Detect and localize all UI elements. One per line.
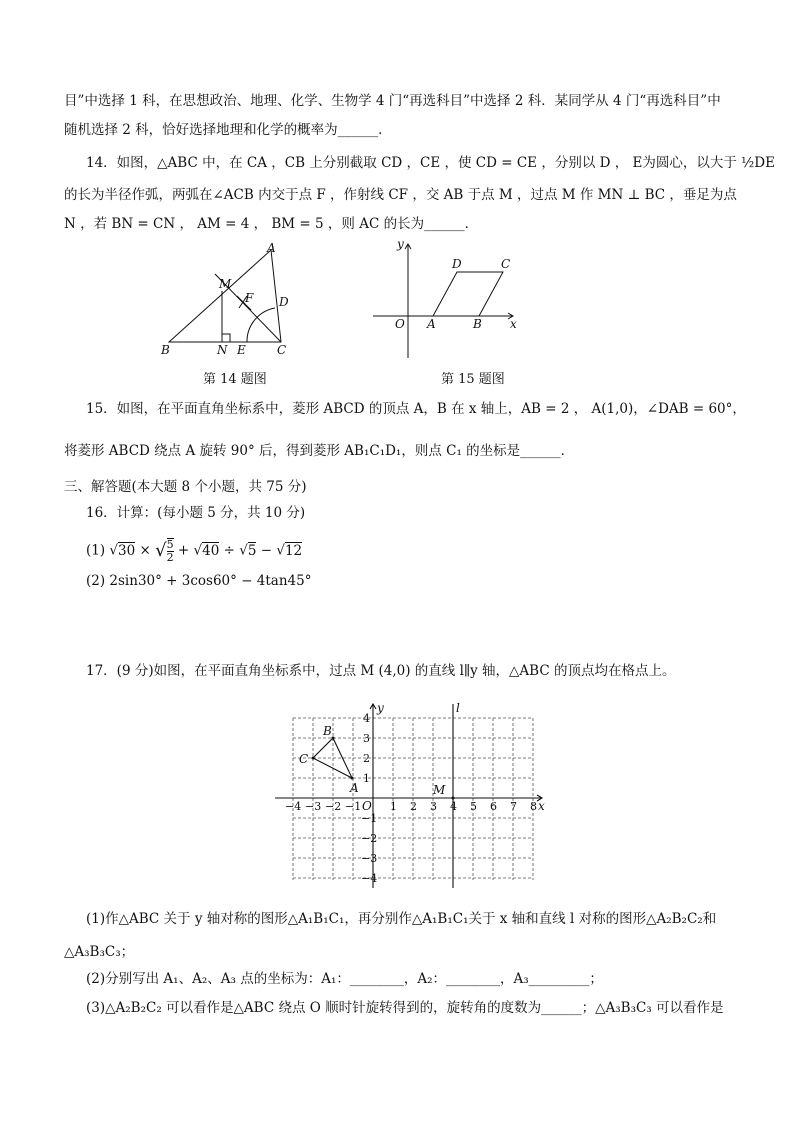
x-tick-label: 3 xyxy=(430,800,437,813)
q16-part1-label: (1) xyxy=(86,542,106,559)
label-a: A xyxy=(427,317,436,331)
q13-line1: 目”中选择 1 科，在思想政治、地理、化学、生物学 4 门“再选科目”中选择 2 科．某同学从 4 门“再选科目”中 xyxy=(64,93,721,109)
figure-15-caption: 第 15 题图 xyxy=(441,372,505,387)
triangle-abc xyxy=(169,250,281,342)
figure-15 xyxy=(365,238,535,363)
label-o: O xyxy=(362,799,372,813)
label-a: A xyxy=(267,241,276,255)
q16-part1: (1) √30 × √ $\frac{5}{2}$ + √40 ÷ √5 − √12 xyxy=(86,538,303,564)
q17-line1: 17．(9 分)如图，在平面直角坐标系中，过点 M (4,0) 的直线 l∥y 轴，△ABC 的顶点均在格点上。 xyxy=(86,663,676,679)
q17-part3: (3)△A₂B₂C₂ 可以看作是△ABC 绕点 O 顺时针旋转得到的，旋转角的度数为______；△A₃B₃C₃ 可以看作是 xyxy=(86,1000,724,1016)
label-c: C xyxy=(277,343,287,357)
label-a: A xyxy=(350,781,359,795)
fraction-numerator: 5 xyxy=(166,538,174,551)
x-tick-labels xyxy=(285,800,537,813)
x-tick-label: 4 xyxy=(450,800,457,813)
x-tick-label: 7 xyxy=(510,800,517,813)
label-b: B xyxy=(161,343,170,357)
label-o: O xyxy=(395,317,405,331)
right-angle-mark xyxy=(222,334,230,342)
times-sign: × xyxy=(139,542,151,559)
point-a xyxy=(351,777,354,780)
sqrt-40: √40 xyxy=(193,542,220,559)
y-tick-label: 3 xyxy=(363,732,370,745)
y-tick-label: −4 xyxy=(361,872,378,885)
x-tick-label: 5 xyxy=(470,800,477,813)
label-d: D xyxy=(452,257,462,271)
x-tick-label: −4 xyxy=(285,800,302,813)
label-y: y xyxy=(397,237,404,251)
q17-part1-line2: △A₃B₃C₃； xyxy=(64,944,135,960)
sqrt-5: √5 xyxy=(239,542,257,559)
figure-17-grid xyxy=(270,700,555,892)
q17-part1-line1: (1)作△ABC 关于 y 轴对称的图形△A₁B₁C₁，再分别作△A₁B₁C₁关于 x 轴和直线 l 对称的图形△A₂B₂C₂和 xyxy=(86,911,717,927)
y-tick-label: 1 xyxy=(363,772,370,785)
figure-14-caption: 第 14 题图 xyxy=(203,372,267,387)
q17-part2: (2)分别写出 A₁、A₂、A₃ 点的坐标为：A₁：________，A₂：________，A₃_________； xyxy=(86,971,603,987)
x-tick-label: 1 xyxy=(390,800,397,813)
label-n: N xyxy=(217,343,228,357)
q14-line2: 的长为半径作弧，两弧在∠ACB 内交于点 F ，作射线 CF ，交 AB 于点 M ，过点 M 作 MN ⊥ BC ，垂足为点 xyxy=(64,187,737,203)
q15-line1: 15．如图，在平面直角坐标系中，菱形 ABCD 的顶点 A，B 在 x 轴上，AB = 2 ， A(1,0)，∠DAB = 60°， xyxy=(86,401,746,417)
q16-part2: (2) 2sin30° + 3cos60° − 4tan45° xyxy=(86,573,312,589)
section-3-title: 三、解答题(本大题 8 个小题，共 75 分) xyxy=(64,479,307,495)
rhombus-abcd xyxy=(433,272,503,316)
q15-line2: 将菱形 ABCD 绕点 A 旋转 90° 后，得到菱形 AB₁C₁D₁，则点 C₁ 的坐标是______． xyxy=(64,443,575,459)
x-tick-label: 8 xyxy=(530,800,537,813)
y-tick-label: −2 xyxy=(361,832,378,845)
label-c: C xyxy=(501,257,511,271)
point-c xyxy=(312,757,315,760)
arc-de xyxy=(247,308,275,342)
sqrt-12: √12 xyxy=(276,542,303,559)
sqrt-30: √30 xyxy=(109,542,136,559)
label-f: F xyxy=(245,291,254,305)
y-tick-label: −1 xyxy=(361,812,378,825)
point-b xyxy=(332,737,335,740)
label-d: D xyxy=(279,295,289,309)
q16-title: 16．计算：(每小题 5 分，共 10 分) xyxy=(86,505,306,521)
x-tick-label: −3 xyxy=(305,800,322,813)
label-y: y xyxy=(377,701,384,715)
sqrt-fraction: √ $\frac{5}{2}$ xyxy=(155,538,174,564)
label-m: M xyxy=(219,277,232,291)
label-b: B xyxy=(323,724,332,738)
x-tick-label: 2 xyxy=(410,800,417,813)
label-b: B xyxy=(473,317,482,331)
q13-line2: 随机选择 2 科，恰好选择地理和化学的概率为______． xyxy=(64,122,392,138)
label-c: C xyxy=(299,752,309,766)
figure-14 xyxy=(155,238,315,363)
label-e: E xyxy=(237,343,246,357)
q14-line1: 14．如图，△ABC 中，在 CA ，CB 上分别截取 CD ，CE ，使 CD = CE ，分别以 D ， E为圆心，以大于 ½DE xyxy=(86,155,775,171)
y-tick-label: −3 xyxy=(361,852,378,865)
fraction-denominator: 2 xyxy=(166,551,174,564)
label-x: x xyxy=(538,799,545,813)
x-tick-label: −1 xyxy=(345,800,362,813)
x-tick-label: −2 xyxy=(325,800,342,813)
y-tick-label: 4 xyxy=(363,712,370,725)
x-tick-label: 6 xyxy=(490,800,497,813)
label-x: x xyxy=(510,317,517,331)
label-m: M xyxy=(433,783,446,797)
y-tick-label: 2 xyxy=(363,752,370,765)
q14-line3: N ，若 BN = CN ， AM = 4 ， BM = 5 ，则 AC 的长为______． xyxy=(64,216,479,232)
label-l: l xyxy=(456,701,460,715)
